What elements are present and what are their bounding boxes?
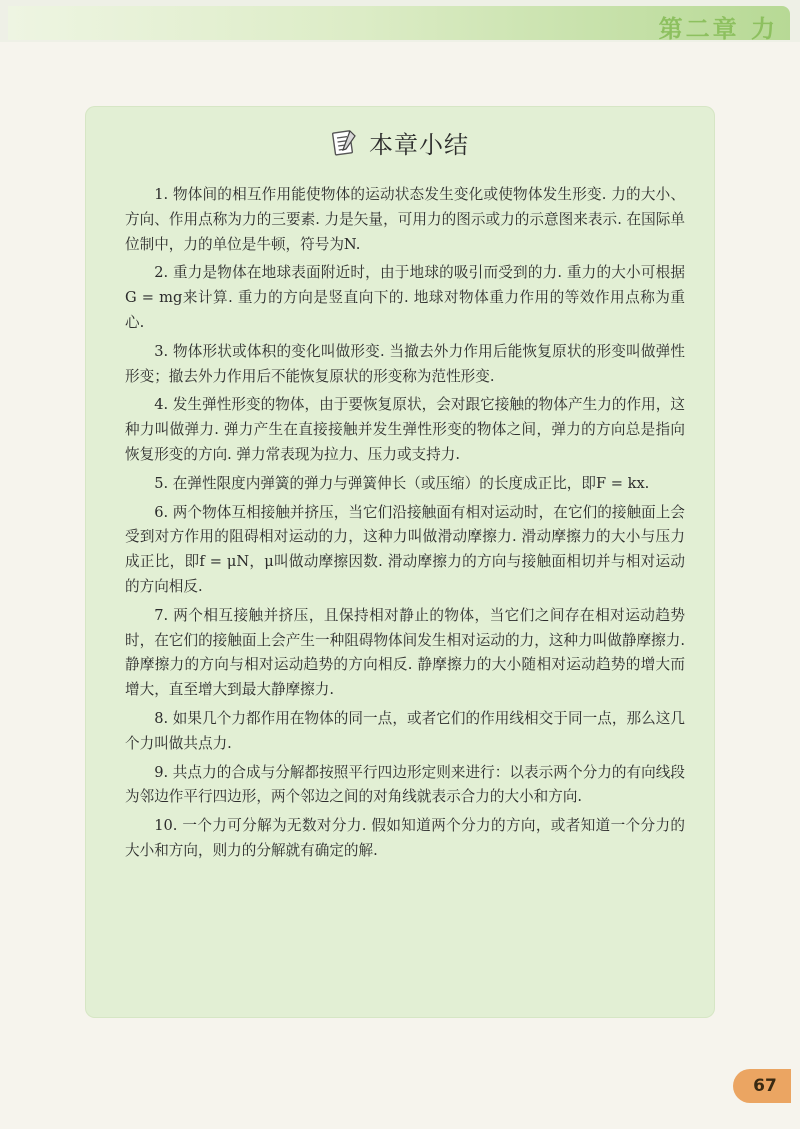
summary-point: 3. 物体形状或体积的变化叫做形变. 当撤去外力作用后能恢复原状的形变叫做弹性形变；撤去外力作用后不能恢复原状的形变称为范性形变. [125, 342, 685, 385]
page-number-tab [733, 1069, 791, 1103]
summary-point: 7. 两个相互接触并挤压，且保持相对静止的物体，当它们之间存在相对运动趋势时，在它们的接触面上会产生一种阻碍物体间发生相对运动的力，这种力叫做静摩擦力. 静摩擦力的方向与相对运动趋势的方向相反. 静摩擦力的大小随相对运动趋势的增大而增大，直至增大到最大静摩擦力. [125, 606, 685, 699]
summary-point: 5. 在弹性限度内弹簧的弹力与弹簧伸长（或压缩）的长度成正比，即F = kx. [154, 474, 650, 492]
notebook-pencil-icon [331, 127, 357, 157]
summary-point: 10. 一个力可分解为无数对分力. 假如知道两个分力的方向，或者知道一个分力的大小和方向，则力的分解就有确定的解. [125, 817, 685, 859]
summary-point: 6. 两个物体互相接触并挤压，当它们沿接触面有相对运动时，在它们的接触面上会受到对方作用的阻碍相对运动的力，这种力叫做滑动摩擦力. 滑动摩擦力的大小与压力成正比，即f = μN，μ叫做动摩擦因数. 滑动摩擦力的方向与接触面相切并与相对运动的方向相反. [125, 503, 685, 595]
summary-content [125, 183, 685, 868]
page-number: 67 [753, 1076, 777, 1096]
summary-point: 9. 共点力的合成与分解都按照平行四边形定则来进行：以表示两个分力的有向线段为邻边作平行四边形，两个邻边之间的对角线就表示合力的大小和方向. [125, 763, 685, 806]
section-title-row [0, 124, 800, 160]
summary-point: 2. 重力是物体在地球表面附近时，由于地球的吸引而受到的力. 重力的大小可根据G = mg来计算. 重力的方向是竖直向下的. 地球对物体重力作用的等效作用点称为重心. [125, 264, 685, 331]
chapter-label: 第二章 力 [658, 15, 778, 43]
section-title: 本章小结 [369, 130, 469, 159]
summary-point: 1. 物体间的相互作用能使物体的运动状态发生变化或使物体发生形变. 力的大小、方向、作用点称为力的三要素. 力是矢量，可用力的图示或力的示意图来表示. 在国际单位制中，力的单位是牛顿，符号为N. [125, 186, 685, 253]
summary-point: 8. 如果几个力都作用在物体的同一点，或者它们的作用线相交于同一点，那么这几个力叫做共点力. [125, 709, 685, 752]
summary-point: 4. 发生弹性形变的物体，由于要恢复原状，会对跟它接触的物体产生力的作用，这种力叫做弹力. 弹力产生在直接接触并发生弹性形变的物体之间，弹力的方向总是指向恢复形变的方向. 弹力常表现为拉力、压力或支持力. [125, 396, 685, 463]
chapter-header-band [0, 0, 800, 42]
